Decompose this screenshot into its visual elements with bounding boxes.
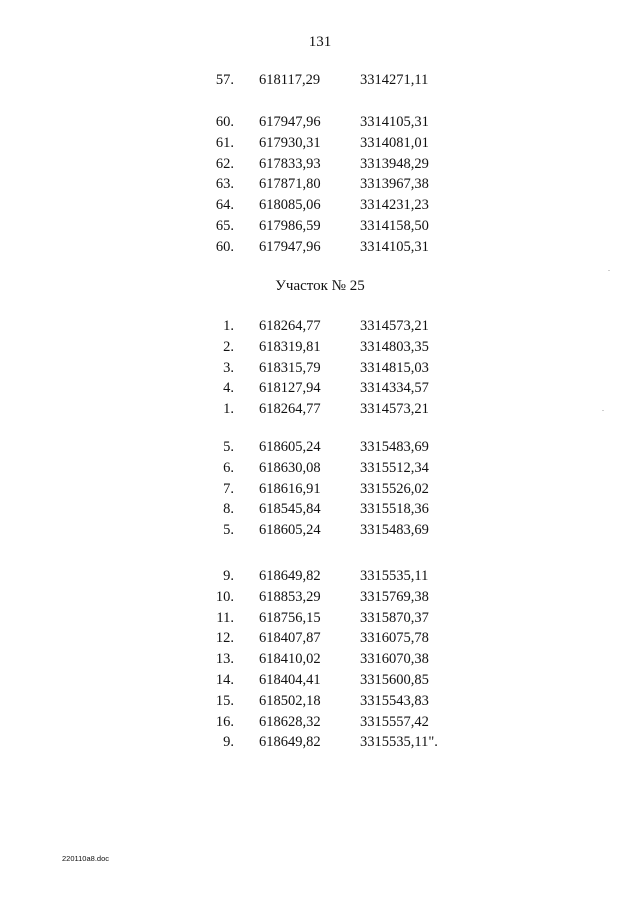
- point-number: 9.: [223, 734, 234, 751]
- x-coordinate: 617986,59: [259, 217, 321, 234]
- point-number: 57.: [215, 72, 234, 88]
- coordinate-row: [0, 316, 640, 337]
- point-number: 61.: [215, 134, 234, 151]
- coordinate-row: [0, 458, 640, 479]
- y-coordinate: 3314158,50: [360, 217, 429, 234]
- x-coordinate: 618649,82: [259, 734, 321, 751]
- coordinate-row: [0, 399, 640, 420]
- x-coordinate: 617833,93: [259, 155, 321, 172]
- point-number: 5.: [223, 522, 234, 539]
- scan-speck: [608, 270, 610, 271]
- scan-speck: [602, 410, 604, 411]
- x-coordinate: 617947,96: [259, 238, 321, 255]
- y-coordinate: 3314334,57: [360, 380, 429, 397]
- y-coordinate: 3314803,35: [360, 338, 429, 355]
- x-coordinate: 618605,24: [259, 439, 321, 455]
- point-number: 11.: [216, 609, 234, 626]
- y-coordinate: 3315483,69: [360, 439, 429, 455]
- point-number: 10.: [215, 588, 234, 605]
- coordinate-row: [0, 587, 640, 608]
- y-coordinate: 3315535,11".: [360, 734, 438, 751]
- y-coordinate: 3315870,37: [360, 609, 429, 626]
- point-number: 8.: [223, 501, 234, 518]
- x-coordinate: 618404,41: [259, 671, 321, 688]
- coordinate-block-4: [0, 437, 640, 541]
- point-number: 5.: [223, 439, 234, 455]
- x-coordinate: 618502,18: [259, 692, 321, 709]
- x-coordinate: 618853,29: [259, 588, 321, 605]
- point-number: 6.: [223, 459, 234, 476]
- coordinate-row: [0, 608, 640, 629]
- x-coordinate: 617930,31: [259, 134, 321, 151]
- coordinate-row: [0, 154, 640, 175]
- coordinate-row: [0, 499, 640, 520]
- y-coordinate: 3314105,31: [360, 238, 429, 255]
- coordinate-row: [0, 566, 640, 587]
- coordinate-row: [0, 216, 640, 237]
- coordinate-row: [0, 520, 640, 541]
- x-coordinate: 618315,79: [259, 359, 321, 376]
- y-coordinate: 3313948,29: [360, 155, 429, 172]
- point-number: 60.: [215, 114, 234, 130]
- y-coordinate: 3314573,21: [360, 401, 429, 418]
- coordinate-row: [0, 628, 640, 649]
- x-coordinate: 618605,24: [259, 522, 321, 539]
- x-coordinate: 617947,96: [259, 114, 321, 130]
- y-coordinate: 3314231,23: [360, 197, 429, 214]
- section-title: Участок № 25: [275, 278, 365, 294]
- coordinate-row: [0, 195, 640, 216]
- coordinate-row: [0, 649, 640, 670]
- coordinate-row: [0, 732, 640, 753]
- y-coordinate: 3314271,11: [360, 72, 429, 88]
- coordinate-row: [0, 670, 640, 691]
- coordinate-row: [0, 437, 640, 458]
- y-coordinate: 3315483,69: [360, 522, 429, 539]
- x-coordinate: 618616,91: [259, 480, 321, 497]
- x-coordinate: 618319,81: [259, 338, 321, 355]
- y-coordinate: 3315512,34: [360, 459, 429, 476]
- point-number: 3.: [223, 359, 234, 376]
- coordinate-block-3: [0, 316, 640, 420]
- y-coordinate: 3316070,38: [360, 651, 429, 668]
- coordinate-row: [0, 358, 640, 379]
- point-number: 13.: [215, 651, 234, 668]
- point-number: 1.: [223, 401, 234, 418]
- point-number: 64.: [215, 197, 234, 214]
- x-coordinate: 617871,80: [259, 176, 321, 193]
- x-coordinate: 618410,02: [259, 651, 321, 668]
- coordinate-row: [0, 378, 640, 399]
- y-coordinate: 3313967,38: [360, 176, 429, 193]
- coordinate-row: [0, 174, 640, 195]
- footer-filename: 220110a8.doc: [62, 854, 109, 863]
- coordinate-row: [0, 237, 640, 258]
- x-coordinate: 618264,77: [259, 401, 321, 418]
- point-number: 62.: [215, 155, 234, 172]
- point-number: 15.: [215, 692, 234, 709]
- y-coordinate: 3315535,11: [360, 568, 429, 584]
- y-coordinate: 3315600,85: [360, 671, 429, 688]
- coordinate-block-5: [0, 566, 640, 753]
- coordinate-block-2: [0, 112, 640, 258]
- coordinate-row: [0, 479, 640, 500]
- point-number: 65.: [215, 217, 234, 234]
- y-coordinate: 3315769,38: [360, 588, 429, 605]
- y-coordinate: 3316075,78: [360, 630, 429, 647]
- x-coordinate: 618127,94: [259, 380, 321, 397]
- y-coordinate: 3315543,83: [360, 692, 429, 709]
- x-coordinate: 618407,87: [259, 630, 321, 647]
- coordinate-row: [0, 70, 640, 91]
- y-coordinate: 3315557,42: [360, 713, 429, 730]
- x-coordinate: 618630,08: [259, 459, 321, 476]
- x-coordinate: 618264,77: [259, 318, 321, 334]
- y-coordinate: 3314573,21: [360, 318, 429, 334]
- coordinate-row: [0, 691, 640, 712]
- y-coordinate: 3315518,36: [360, 501, 429, 518]
- point-number: 63.: [215, 176, 234, 193]
- point-number: 12.: [215, 630, 234, 647]
- x-coordinate: 618628,32: [259, 713, 321, 730]
- y-coordinate: 3314105,31: [360, 114, 429, 130]
- point-number: 14.: [215, 671, 234, 688]
- x-coordinate: 618649,82: [259, 568, 321, 584]
- x-coordinate: 618117,29: [259, 72, 321, 88]
- y-coordinate: 3315526,02: [360, 480, 429, 497]
- x-coordinate: 618756,15: [259, 609, 321, 626]
- y-coordinate: 3314081,01: [360, 134, 429, 151]
- point-number: 60.: [215, 238, 234, 255]
- coordinate-row: [0, 133, 640, 154]
- point-number: 4.: [223, 380, 234, 397]
- y-coordinate: 3314815,03: [360, 359, 429, 376]
- point-number: 16.: [215, 713, 234, 730]
- point-number: 7.: [223, 480, 234, 497]
- x-coordinate: 618545,84: [259, 501, 321, 518]
- coordinate-row: [0, 712, 640, 733]
- point-number: 9.: [223, 568, 234, 584]
- coordinate-row: [0, 337, 640, 358]
- page-number: 131: [308, 34, 332, 50]
- x-coordinate: 618085,06: [259, 197, 321, 214]
- point-number: 2.: [223, 338, 234, 355]
- coordinate-row: [0, 112, 640, 133]
- point-number: 1.: [223, 318, 234, 334]
- coordinate-block-1: [0, 70, 640, 91]
